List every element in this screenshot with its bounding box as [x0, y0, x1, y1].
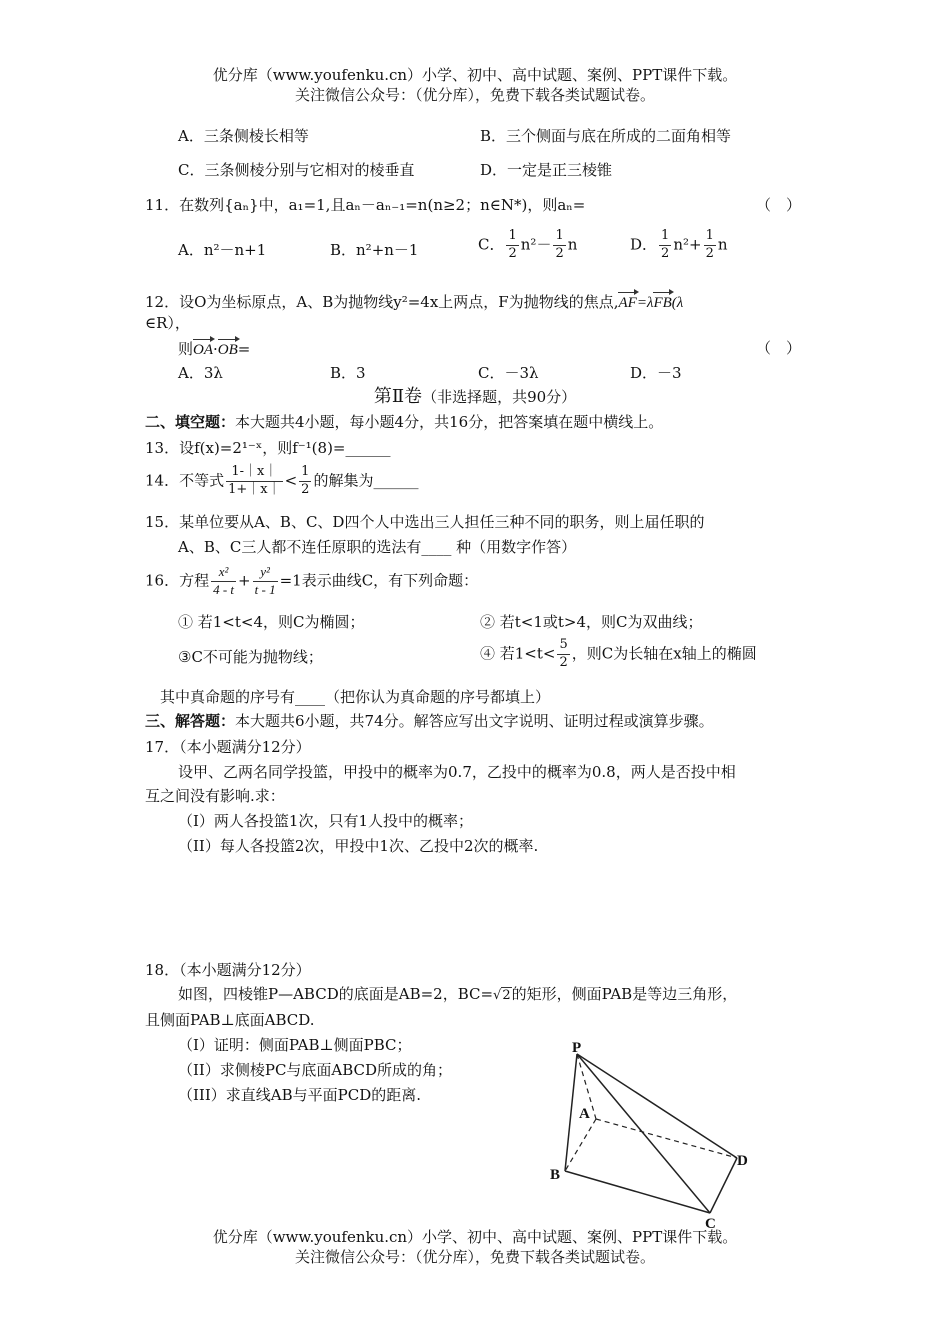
- q17-part-i: （I）两人各投篮1次，只有1人投中的概率；: [178, 812, 474, 830]
- q12-option-c: C．－3λ: [478, 364, 539, 382]
- fill-heading: 二、填空题：本大题共4小题，每小题4分，共16分，把答案填在题中横线上。: [145, 413, 664, 431]
- footer-line-1: 优分库（www.youfenku.cn）小学、初中、高中试题、案例、PPT课件下载。: [212, 1228, 738, 1246]
- q17-line-1: 设甲、乙两名同学投篮，甲投中的概率为0.7，乙投中的概率为0.8，两人是否投中相: [178, 763, 736, 781]
- vector-oa: OA: [193, 338, 213, 359]
- q16-answer: 其中真命题的序号有____（把你认为真命题的序号都填上）: [160, 688, 551, 706]
- q16-stem: 16．方程 $\frac{\text{x²}}{4 - t}$ + $\frac{\text{y²}}{t - 1}$ =1表示曲线C，有下列命题：: [145, 564, 479, 597]
- label-p: P: [572, 1040, 582, 1056]
- q18-line-1: 如图，四棱锥P—ABCD的底面是AB=2，BC=√2的矩形，侧面PAB是等边三角形，: [178, 985, 738, 1003]
- edge-bc: [565, 1171, 710, 1213]
- q11-option-d: D． $\frac{1}{2}$ n²+ $\frac{1}{2}$ n: [630, 228, 728, 261]
- edge-cd: [710, 1158, 737, 1213]
- q11-c-fraction-2: $\frac{1}{2}$: [555, 228, 564, 261]
- q17-part-ii: （II）每人各投篮2次，甲投中1次、乙投中2次的概率.: [178, 837, 539, 855]
- q11-d-fraction-2: $\frac{1}{2}$: [705, 228, 714, 261]
- label-c: C: [705, 1216, 716, 1230]
- q16-fraction-5-2: $\frac{5}{2}$: [559, 637, 568, 670]
- vector-af: AF: [618, 291, 636, 312]
- q18-part-i: （I）证明：侧面PAB⊥侧面PBC；: [178, 1036, 412, 1054]
- q16-fraction-x: $\frac{\text{x²}}{4 - t}$: [213, 564, 235, 597]
- edge-pc: [577, 1054, 710, 1213]
- edge-ad-hidden: [596, 1119, 737, 1158]
- q14: 14．不等式 $\frac{1-|x|}{1+|x|}$ < $\frac{1}{2}$ 的解集为______: [145, 464, 419, 497]
- header-line-1: 优分库（www.youfenku.cn）小学、初中、高中试题、案例、PPT课件下载。: [212, 66, 738, 84]
- q12-question: 则OA·OB=: [178, 340, 251, 358]
- label-b: B: [550, 1167, 561, 1183]
- q15-line-2: A、B、C三人都不连任原职的选法有____ 种（用数字作答）: [178, 538, 577, 556]
- vector-ob: OB: [218, 338, 238, 359]
- q11-stem: 11．在数列{aₙ}中，a₁=1,且aₙ－aₙ₋₁=n(n≥2；n∈N*)，则aₙ=: [145, 196, 586, 214]
- q12-option-a: A．3λ: [178, 364, 223, 382]
- q10-option-d: D．一定是正三棱锥: [480, 161, 613, 179]
- pyramid-figure: [540, 1035, 770, 1230]
- sqrt-2: √2: [493, 988, 511, 1003]
- header-line-2: 关注微信公众号：（优分库），免费下载各类试题试卷。: [294, 86, 655, 104]
- q12-stem: 12．设O为坐标原点，A、B为抛物线y²=4x上两点，F为抛物线的焦点,AF=λFB(λ: [145, 293, 684, 311]
- q12-stem-line-2: ∈R），: [145, 314, 190, 332]
- q10-option-c: C．三条侧棱分别与它相对的棱垂直: [178, 161, 415, 179]
- q11-option-c: C． $\frac{1}{2}$ n²－ $\frac{1}{2}$ n: [478, 228, 578, 261]
- footer-line-2: 关注微信公众号：（优分库），免费下载各类试题试卷。: [294, 1248, 655, 1266]
- edge-pd: [577, 1054, 737, 1158]
- q11-option-b: B．n²+n－1: [330, 241, 419, 259]
- q10-option-b: B．三个侧面与底在所成的二面角相等: [480, 127, 732, 145]
- q12-answer-paren: （ ）: [756, 339, 802, 357]
- q11-answer-paren: （ ）: [756, 196, 802, 214]
- q16-fraction-y: $\frac{\text{y²}}{t - 1}$: [254, 564, 276, 597]
- vector-fb: FB: [653, 291, 671, 312]
- q13: 13．设f(x)=2¹⁻ˣ，则f⁻¹(8)=______: [145, 439, 391, 457]
- q11-option-a: A．n²－n+1: [178, 241, 267, 259]
- q16-proposition-1: ① 若1<t<4，则C为椭圆；: [178, 613, 365, 631]
- q12-option-d: D．－3: [630, 364, 682, 382]
- q14-fraction-right: $\frac{1}{2}$: [301, 464, 310, 497]
- q11-c-fraction-1: $\frac{1}{2}$: [508, 228, 517, 261]
- section-2-title: 第Ⅱ卷（非选择题，共90分）: [373, 386, 577, 407]
- q17-line-2: 互之间没有影响.求：: [145, 787, 285, 805]
- q17-heading: 17．（本小题满分12分）: [145, 738, 311, 756]
- q14-fraction-left: $\frac{1-|x|}{1+|x|}$: [228, 464, 281, 497]
- q11-d-fraction-1: $\frac{1}{2}$: [661, 228, 670, 261]
- q16-proposition-3: ③C不可能为抛物线；: [178, 648, 323, 666]
- q18-part-iii: （III）求直线AB与平面PCD的距离.: [178, 1086, 421, 1104]
- q18-heading: 18．（本小题满分12分）: [145, 961, 311, 979]
- q18-line-2: 且侧面PAB⊥底面ABCD.: [145, 1011, 315, 1029]
- q16-proposition-2: ② 若t<1或t>4，则C为双曲线；: [480, 613, 703, 631]
- q15-line-1: 15．某单位要从A、B、C、D四个人中选出三人担任三种不同的职务，则上届任职的: [145, 513, 705, 531]
- q10-option-a: A．三条侧棱长相等: [178, 127, 309, 145]
- q18-part-ii: （II）求侧棱PC与底面ABCD所成的角；: [178, 1061, 453, 1079]
- q12-option-b: B．3: [330, 364, 366, 382]
- solve-heading: 三、解答题：本大题共6小题，共74分。解答应写出文字说明、证明过程或演算步骤。: [145, 712, 714, 730]
- q16-proposition-4: ④ 若1<t< $\frac{5}{2}$ ，则C为长轴在x轴上的椭圆: [480, 637, 757, 670]
- label-d: D: [737, 1153, 748, 1169]
- label-a: A: [579, 1106, 590, 1122]
